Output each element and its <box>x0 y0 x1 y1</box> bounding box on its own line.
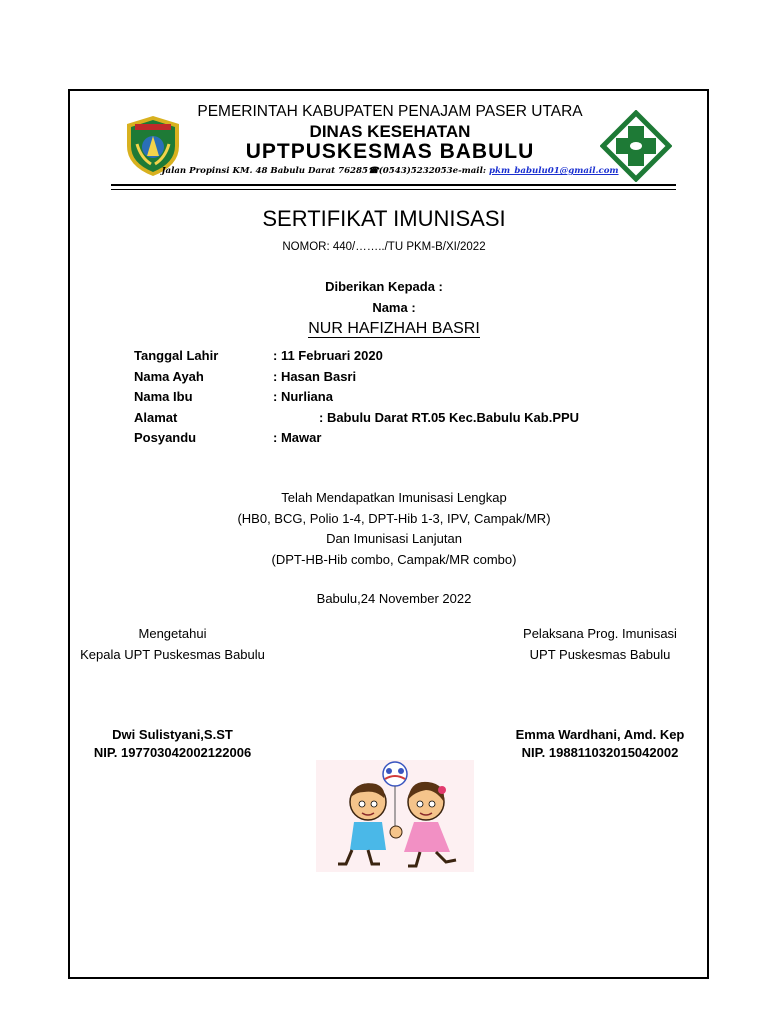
government-header: PEMERINTAH KABUPATEN PENAJAM PASER UTARA <box>197 103 583 120</box>
header-rule-thick <box>111 184 676 186</box>
certificate-title: SERTIFIKAT IMUNISASI <box>262 206 506 231</box>
given-to-label: Diberikan Kepada : <box>325 279 443 294</box>
puskesmas-header: UPTPUSKESMAS BABULU <box>245 140 535 163</box>
field-label-address: Alamat <box>134 410 178 425</box>
field-value-mother: : Nurliana <box>273 389 333 404</box>
statement-line-3: Dan Imunisasi Lanjutan <box>326 531 462 546</box>
child-name-text: NUR HAFIZHAH BASRI <box>308 320 480 337</box>
name-label: Nama : <box>372 300 416 315</box>
left-signer-name: Dwi Sulistyani,S.ST <box>112 727 233 742</box>
statement-line-4: (DPT-HB-Hib combo, Campak/MR combo) <box>271 552 517 567</box>
right-signer-nip: NIP. 198811032015042002 <box>521 745 679 760</box>
statement-line-1: Telah Mendapatkan Imunisasi Lengkap <box>281 490 507 505</box>
left-signer-role2: Kepala UPT Puskesmas Babulu <box>80 647 265 662</box>
field-value-address: : Babulu Darat RT.05 Kec.Babulu Kab.PPU <box>319 410 580 425</box>
field-label-father: Nama Ayah <box>134 369 204 384</box>
children-illustration <box>316 760 474 872</box>
field-label-birthdate: Tanggal Lahir <box>134 348 219 363</box>
field-value-birthdate: : 11 Februari 2020 <box>273 348 383 363</box>
place-date: Babulu,24 November 2022 <box>316 591 472 606</box>
address-line <box>150 166 630 176</box>
right-signer-role1: Pelaksana Prog. Imunisasi <box>523 626 677 641</box>
left-signer-nip: NIP. 197703042002122006 <box>93 745 252 760</box>
field-label-mother: Nama Ibu <box>134 389 193 404</box>
left-signer-role1: Mengetahui <box>138 626 207 641</box>
statement-line-2: (HB0, BCG, Polio 1-4, DPT-Hib 1-3, IPV, Campak/MR) <box>237 511 551 526</box>
certificate-number: NOMOR: 440/……../TU PKM-B/XI/2022 <box>282 241 486 253</box>
header-rule-thin <box>111 189 676 190</box>
address-text: Jalan Propinsi KM. 48 Babulu Darat 76285☎(0543)5232053e-mail: <box>161 166 490 176</box>
department-header: DINAS KESEHATAN <box>309 122 471 141</box>
field-label-posyandu: Posyandu <box>134 430 197 445</box>
email-link[interactable]: pkm_babulu01@gmail.com <box>489 166 619 176</box>
right-signer-role2: UPT Puskesmas Babulu <box>529 647 671 662</box>
right-signer-name: Emma Wardhani, Amd. Kep <box>515 727 685 742</box>
field-value-posyandu: : Mawar <box>273 430 322 445</box>
field-value-father: : Hasan Basri <box>273 369 357 384</box>
child-name <box>0 320 768 338</box>
